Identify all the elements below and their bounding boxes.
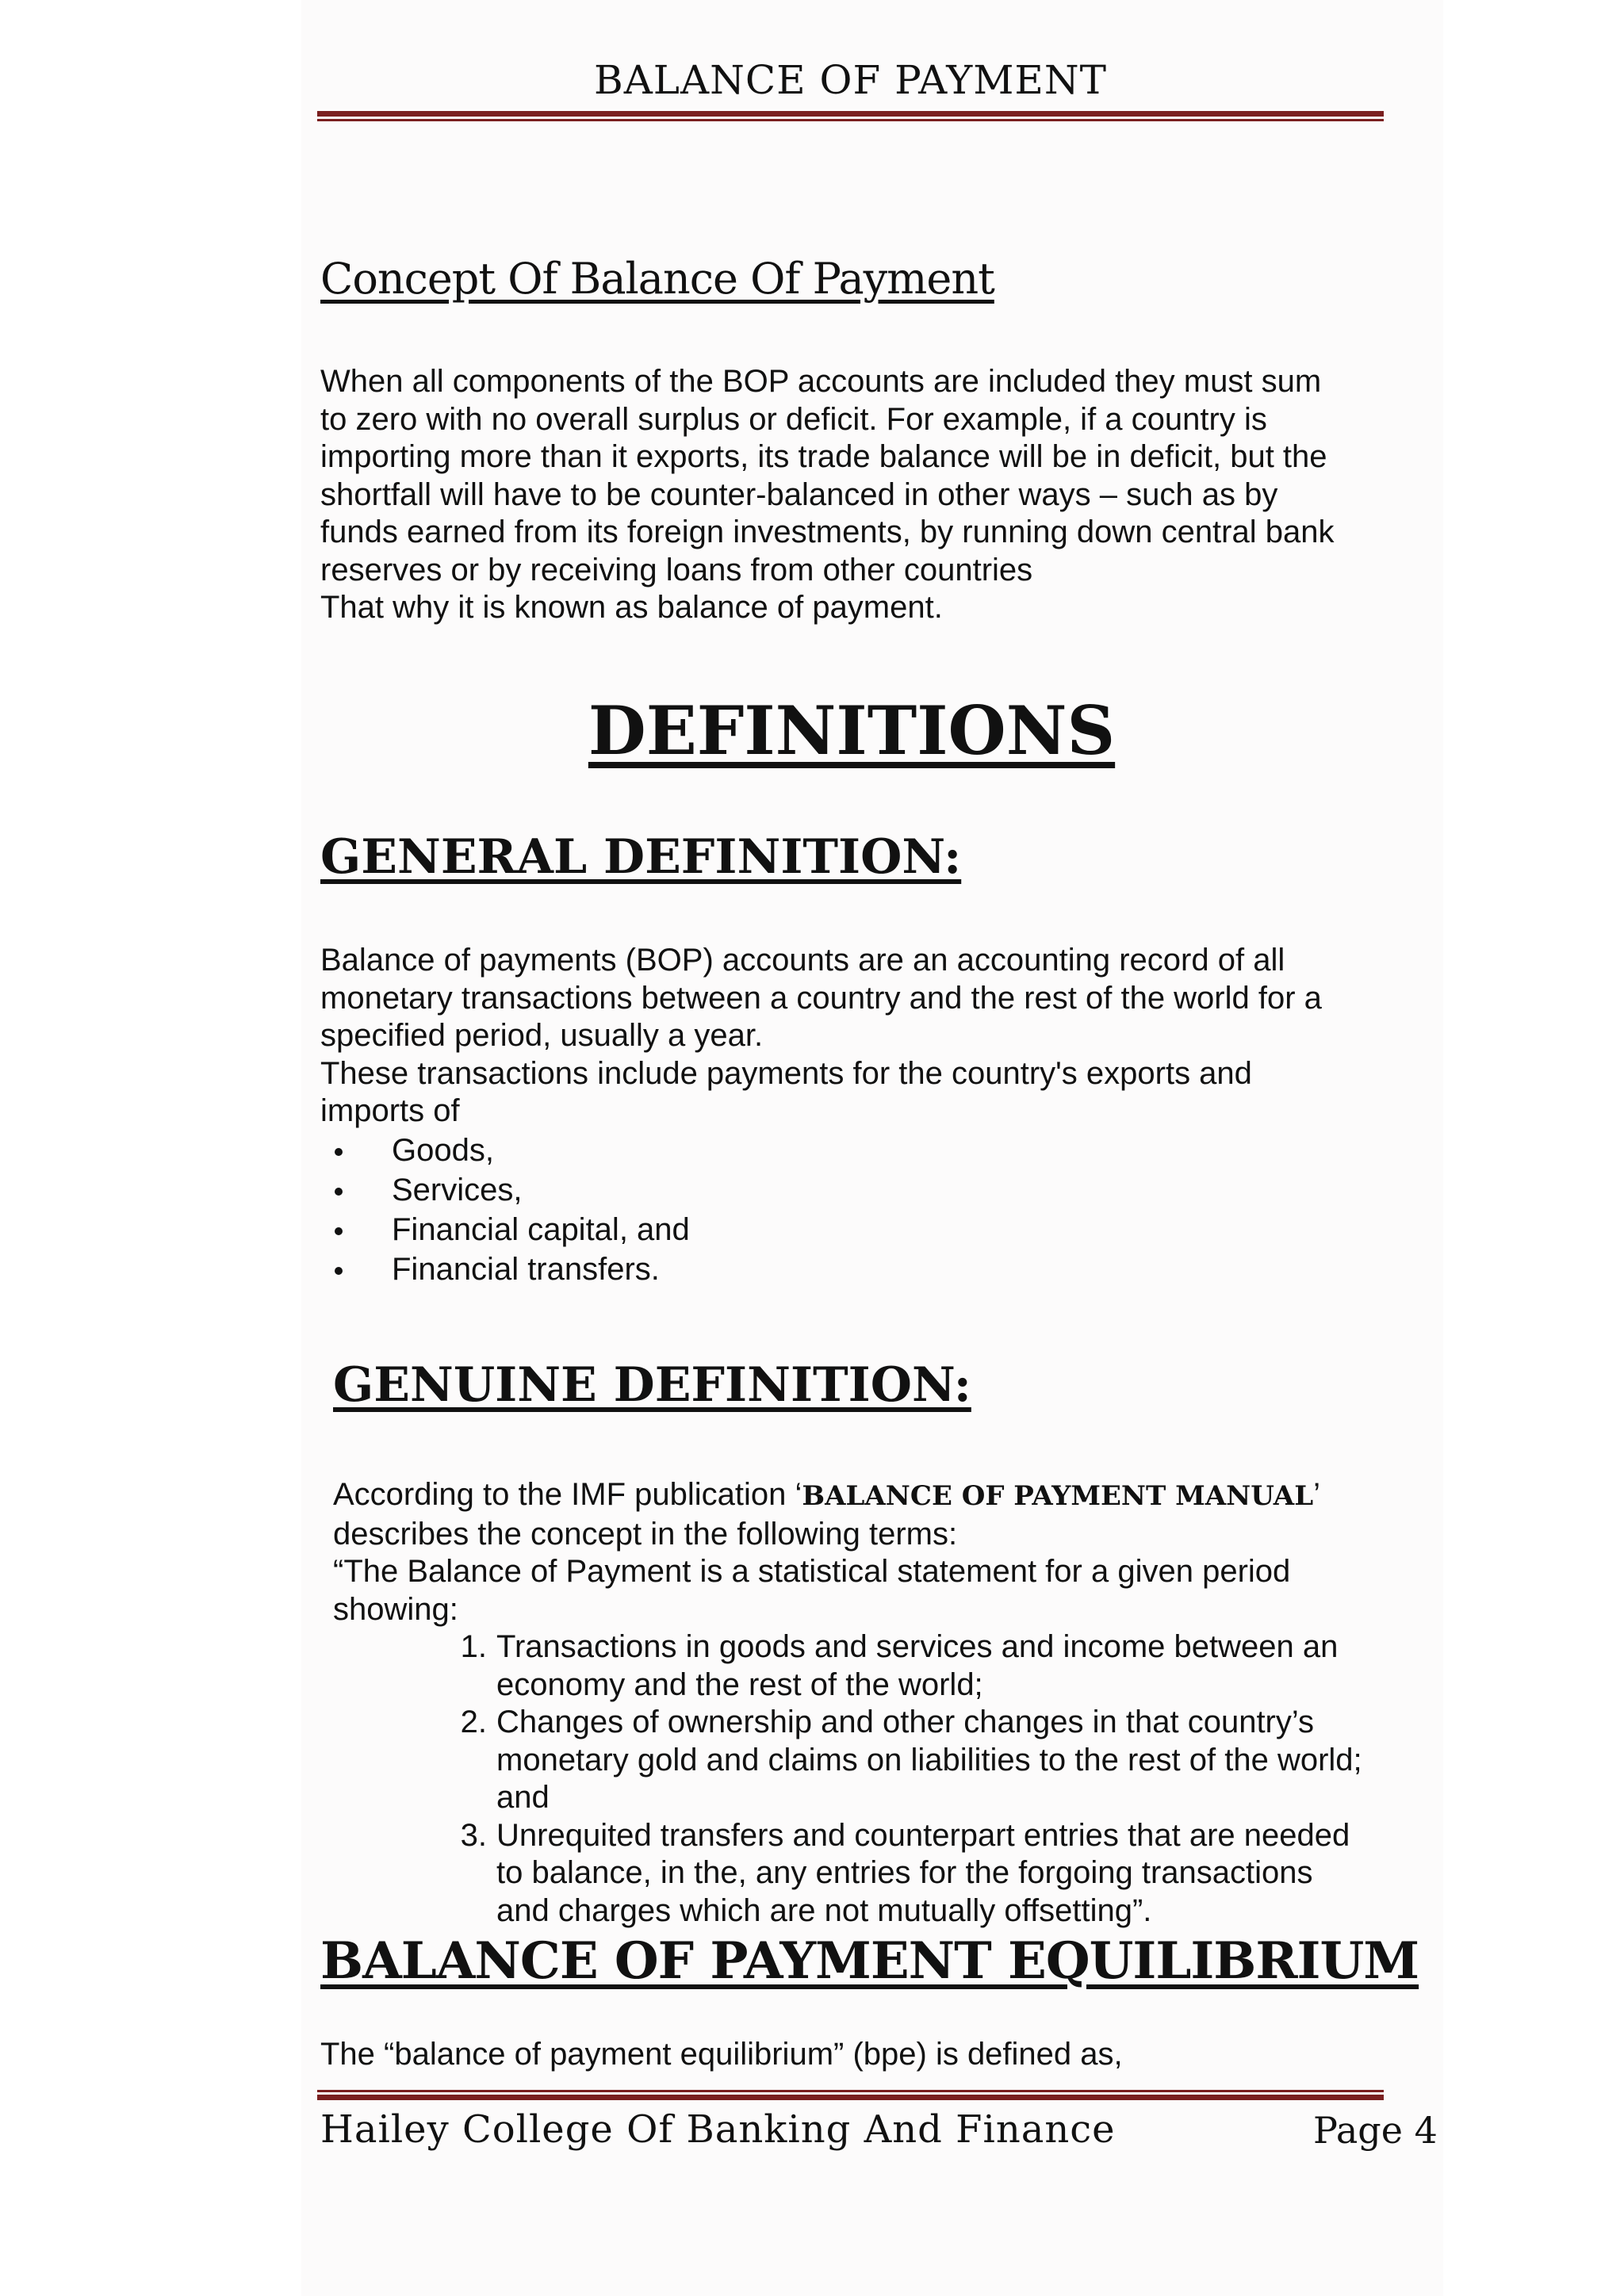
- footer-rule: [317, 2090, 1384, 2100]
- list-item: [320, 1249, 1391, 1289]
- item-line: monetary gold and claims on liabilities to the rest of the world;: [496, 1742, 1362, 1777]
- concept-paragraph: [320, 363, 1391, 627]
- genuine-line: showing:: [333, 1591, 458, 1627]
- item-line: and: [496, 1780, 550, 1815]
- header-rule: [317, 111, 1384, 121]
- item-line: economy and the rest of the world;: [496, 1667, 983, 1702]
- list-item-label: Financial capital, and: [392, 1211, 690, 1247]
- page-number: Page 4: [1313, 2109, 1438, 2152]
- list-item: [431, 1628, 1396, 1704]
- item-line: Transactions in goods and services and income between an: [496, 1629, 1339, 1664]
- equilibrium-paragraph: [320, 2036, 1391, 2074]
- item-line: Unrequited transfers and counterpart entries that are needed: [496, 1817, 1350, 1853]
- general-definition-heading: GENERAL DEFINITION:: [320, 829, 962, 885]
- concept-line: When all components of the BOP accounts are included they must sum: [320, 364, 1322, 399]
- equilibrium-line: The “balance of payment equilibrium” (bpe) is defined as,: [320, 2037, 1123, 2072]
- concept-heading: Concept Of Balance Of Payment: [320, 254, 994, 304]
- item-number: 2.: [460, 1705, 487, 1739]
- concept-line: shortfall will have to be counter-balanced in other ways – such as by: [320, 476, 1278, 512]
- concept-line: funds earned from its foreign investments, by running down central bank: [320, 515, 1335, 549]
- general-line: specified period, usually a year.: [320, 1018, 764, 1053]
- concept-line: to zero with no overall surplus or deficit. For example, if a country is: [320, 401, 1267, 437]
- general-line: monetary transactions between a country and the rest of the world for a: [320, 980, 1322, 1016]
- list-item-label: Services,: [392, 1172, 523, 1207]
- genuine-definition-paragraph: [333, 1476, 1396, 1930]
- list-item-label: Financial transfers.: [392, 1251, 660, 1287]
- intro-prefix: According to the IMF publication ‘: [333, 1477, 802, 1512]
- list-item: [320, 1210, 1391, 1249]
- concept-line: That why it is known as balance of payment.: [320, 590, 943, 625]
- bullet-icon: [335, 1148, 343, 1156]
- general-line: imports of: [320, 1093, 460, 1128]
- general-line: These transactions include payments for the country's exports and: [320, 1055, 1252, 1091]
- bullet-icon: [335, 1227, 343, 1235]
- intro-suffix: ’: [1313, 1477, 1320, 1512]
- list-item: [431, 1704, 1396, 1817]
- definitions-heading: DEFINITIONS: [588, 691, 1116, 770]
- genuine-definition-heading: GENUINE DEFINITION:: [333, 1357, 971, 1413]
- running-header: BALANCE OF PAYMENT: [593, 57, 1108, 103]
- bullet-icon: [335, 1188, 343, 1196]
- genuine-intro-line: [333, 1476, 1396, 1516]
- list-item: [320, 1170, 1391, 1210]
- equilibrium-heading: BALANCE OF PAYMENT EQUILIBRIUM: [320, 1931, 1419, 1991]
- general-definition-paragraph: [320, 942, 1391, 1289]
- item-line: to balance, in the, any entries for the forgoing transactions: [496, 1855, 1313, 1890]
- list-item: [431, 1817, 1396, 1931]
- numbered-list: [333, 1628, 1396, 1930]
- bullet-list: [320, 1131, 1391, 1289]
- genuine-line: “The Balance of Payment is a statistical statement for a given period: [333, 1554, 1291, 1589]
- bullet-icon: [335, 1267, 343, 1275]
- genuine-line: describes the concept in the following terms:: [333, 1516, 958, 1552]
- item-number: 3.: [460, 1817, 487, 1853]
- list-item: [320, 1131, 1391, 1170]
- general-line: Balance of payments (BOP) accounts are an accounting record of all: [320, 943, 1285, 978]
- concept-line: importing more than it exports, its trade balance will be in deficit, but the: [320, 439, 1327, 474]
- manual-title: BALANCE OF PAYMENT MANUAL: [802, 1480, 1314, 1512]
- concept-line: reserves or by receiving loans from other countries: [320, 552, 1033, 587]
- item-line: and charges which are not mutually offsetting”.: [496, 1892, 1152, 1928]
- item-number: 1.: [460, 1629, 487, 1664]
- item-line: Changes of ownership and other changes in that country’s: [496, 1705, 1315, 1739]
- footer-institution: Hailey College Of Banking And Finance: [320, 2107, 1116, 2152]
- list-item-label: Goods,: [392, 1132, 494, 1168]
